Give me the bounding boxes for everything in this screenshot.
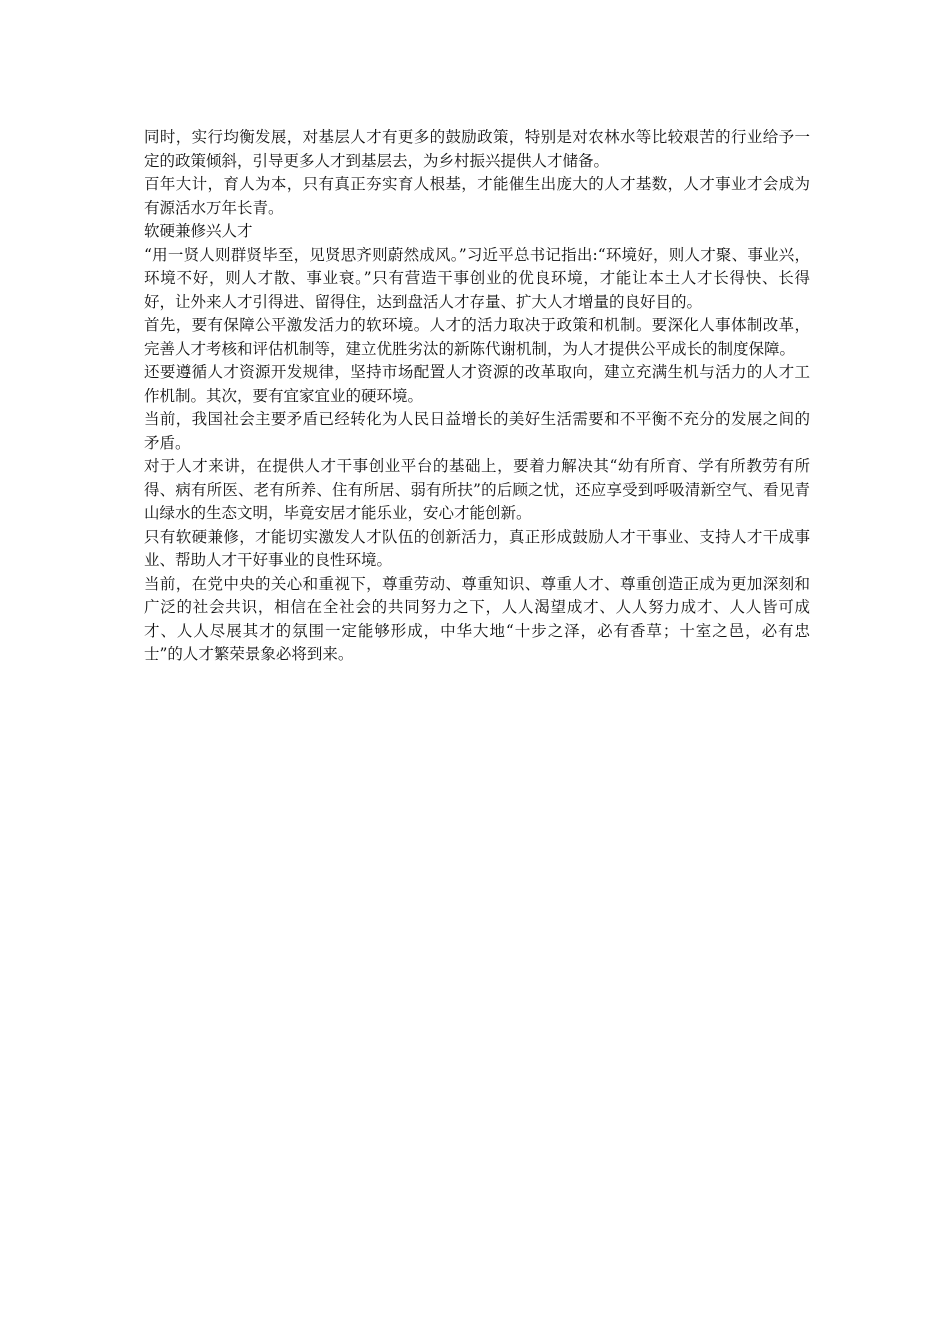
paragraph-7: 对于人才来讲，在提供人才干事创业平台的基础上，要着力解决其“幼有所育、学有所教劳有所得、病有所医、老有所养、住有所居、弱有所扶”的后顾之忧，还应享受到呼吸清新空气、看见青山绿水的生态文明，毕竟安居才能乐业，安心才能创新。	[144, 457, 810, 522]
paragraph-5: 还要遵循人才资源开发规律，坚持市场配置人才资源的改革取向，建立充满生机与活力的人才工作机制。其次，要有宜家宜业的硬环境。	[144, 363, 810, 405]
section-heading: 软硬兼修兴人才	[144, 222, 253, 240]
paragraph-9: 当前，在党中央的关心和重视下，尊重劳动、尊重知识、尊重人才、尊重创造正成为更加深刻和广泛的社会共识，相信在全社会的共同努力之下，人人渴望成才、人人努力成才、人人皆可成才、人人尽展其才的氛围一定能够形成，中华大地“十步之泽，必有香草；十室之邑，必有忠士”的人才繁荣景象必将到来。	[144, 574, 810, 663]
paragraph-1: 同时，实行均衡发展，对基层人才有更多的鼓励政策，特别是对农林水等比较艰苦的行业给予一定的政策倾斜，引导更多人才到基层去，为乡村振兴提供人才储备。	[144, 128, 810, 170]
paragraph-6: 当前，我国社会主要矛盾已经转化为人民日益增长的美好生活需要和不平衡不充分的发展之间的矛盾。	[144, 410, 810, 452]
paragraph-4: 首先，要有保障公平激发活力的软环境。人才的活力取决于政策和机制。要深化人事体制改革，完善人才考核和评估机制等，建立优胜劣汰的新陈代谢机制，为人才提供公平成长的制度保障。	[144, 316, 810, 358]
document-body	[144, 126, 810, 667]
paragraph-2: 百年大计，育人为本，只有真正夯实育人根基，才能催生出庞大的人才基数，人才事业才会成为有源活水万年长青。	[144, 175, 810, 217]
paragraph-3: “用一贤人则群贤毕至，见贤思齐则蔚然成风。”习近平总书记指出:“环境好，则人才聚、事业兴，环境不好，则人才散、事业衰。”只有营造干事创业的优良环境，才能让本土人才长得快、长得好，让外来人才引得进、留得住，达到盘活人才存量、扩大人才增量的良好目的。	[144, 245, 810, 311]
paragraph-8: 只有软硬兼修，才能切实激发人才队伍的创新活力，真正形成鼓励人才干事业、支持人才干成事业、帮助人才干好事业的良性环境。	[144, 527, 810, 569]
